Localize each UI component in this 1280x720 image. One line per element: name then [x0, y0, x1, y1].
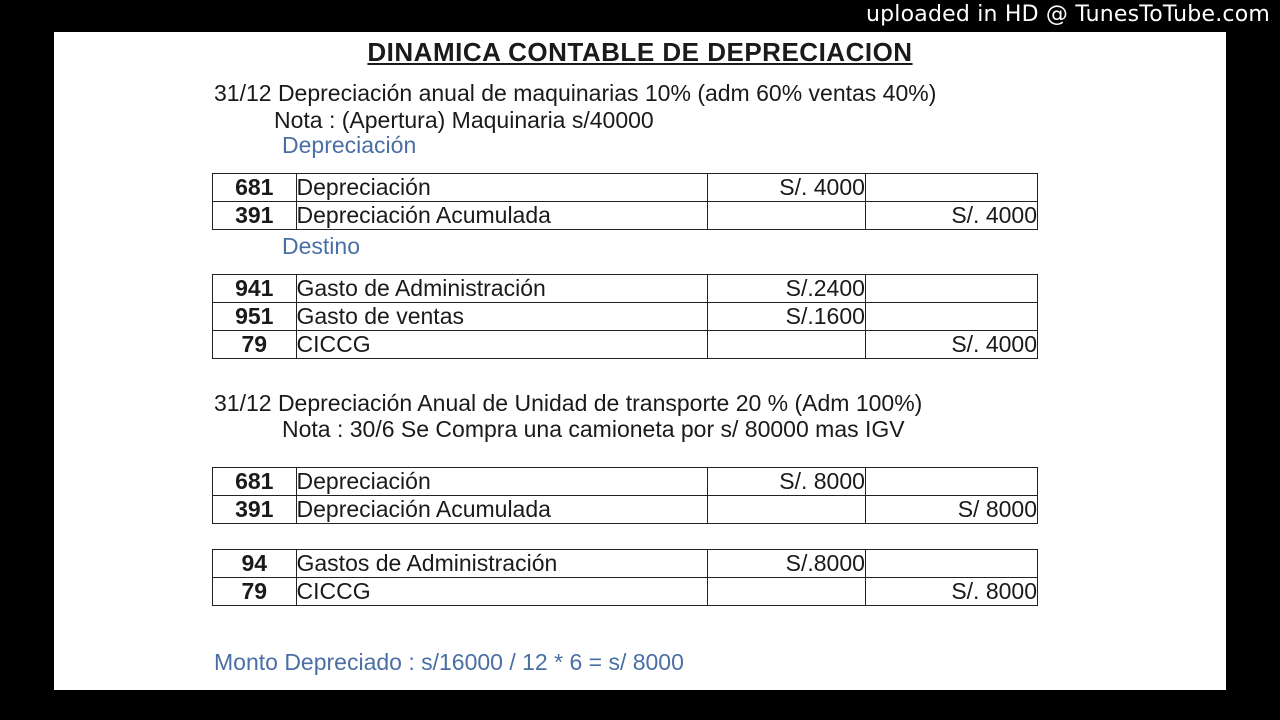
table-row [213, 303, 1038, 331]
debit-amount: S/.1600 [707, 303, 865, 331]
credit-amount [865, 174, 1037, 202]
section1-heading: 31/12 Depreciación anual de maquinarias 10% (adm 60% ventas 40%) [214, 80, 937, 106]
account-description: CICCG [296, 331, 707, 359]
table-row [213, 468, 1038, 496]
account-code: 94 [213, 550, 297, 578]
watermark-text: uploaded in HD @ TunesToTube.com [865, 2, 1270, 27]
debit-amount: S/. 4000 [707, 174, 865, 202]
account-code: 391 [213, 202, 297, 230]
credit-amount: S/. 4000 [865, 202, 1037, 230]
section2-note: Nota : 30/6 Se Compra una camioneta por s/ 80000 mas IGV [282, 416, 905, 442]
debit-amount [707, 496, 865, 524]
account-code: 79 [213, 578, 297, 606]
table-row [213, 202, 1038, 230]
table-row [213, 550, 1038, 578]
footer-note: Monto Depreciado : s/16000 / 12 * 6 = s/ 8000 [214, 649, 684, 675]
table-row [213, 578, 1038, 606]
account-description: Gastos de Administración [296, 550, 707, 578]
credit-amount [865, 275, 1037, 303]
account-code: 391 [213, 496, 297, 524]
credit-amount: S/. 4000 [865, 331, 1037, 359]
section1-label-destino: Destino [282, 233, 360, 259]
account-description: Gasto de ventas [296, 303, 707, 331]
ledger-table-s2-depreciacion [212, 467, 1038, 524]
account-description: Depreciación [296, 174, 707, 202]
debit-amount [707, 202, 865, 230]
account-code: 951 [213, 303, 297, 331]
account-description: Depreciación Acumulada [296, 496, 707, 524]
debit-amount [707, 331, 865, 359]
account-code: 79 [213, 331, 297, 359]
account-description: CICCG [296, 578, 707, 606]
ledger-table-s2-destino [212, 549, 1038, 606]
ledger-table-s1-destino [212, 274, 1038, 359]
debit-amount: S/. 8000 [707, 468, 865, 496]
document-sheet [54, 32, 1226, 690]
credit-amount [865, 550, 1037, 578]
credit-amount [865, 303, 1037, 331]
account-code: 681 [213, 174, 297, 202]
section2-heading: 31/12 Depreciación Anual de Unidad de transporte 20 % (Adm 100%) [214, 390, 923, 416]
account-description: Depreciación Acumulada [296, 202, 707, 230]
table-row [213, 496, 1038, 524]
account-code: 941 [213, 275, 297, 303]
debit-amount [707, 578, 865, 606]
section1-label-depreciacion: Depreciación [282, 132, 417, 158]
debit-amount: S/.2400 [707, 275, 865, 303]
account-code: 681 [213, 468, 297, 496]
credit-amount [865, 468, 1037, 496]
account-description: Depreciación [296, 468, 707, 496]
ledger-table-s1-depreciacion [212, 173, 1038, 230]
document-title: DINAMICA CONTABLE DE DEPRECIACION [367, 37, 913, 67]
debit-amount: S/.8000 [707, 550, 865, 578]
table-row [213, 174, 1038, 202]
table-row [213, 275, 1038, 303]
credit-amount: S/. 8000 [865, 578, 1037, 606]
table-row [213, 331, 1038, 359]
account-description: Gasto de Administración [296, 275, 707, 303]
credit-amount: S/ 8000 [865, 496, 1037, 524]
section1-note: Nota : (Apertura) Maquinaria s/40000 [274, 107, 654, 133]
